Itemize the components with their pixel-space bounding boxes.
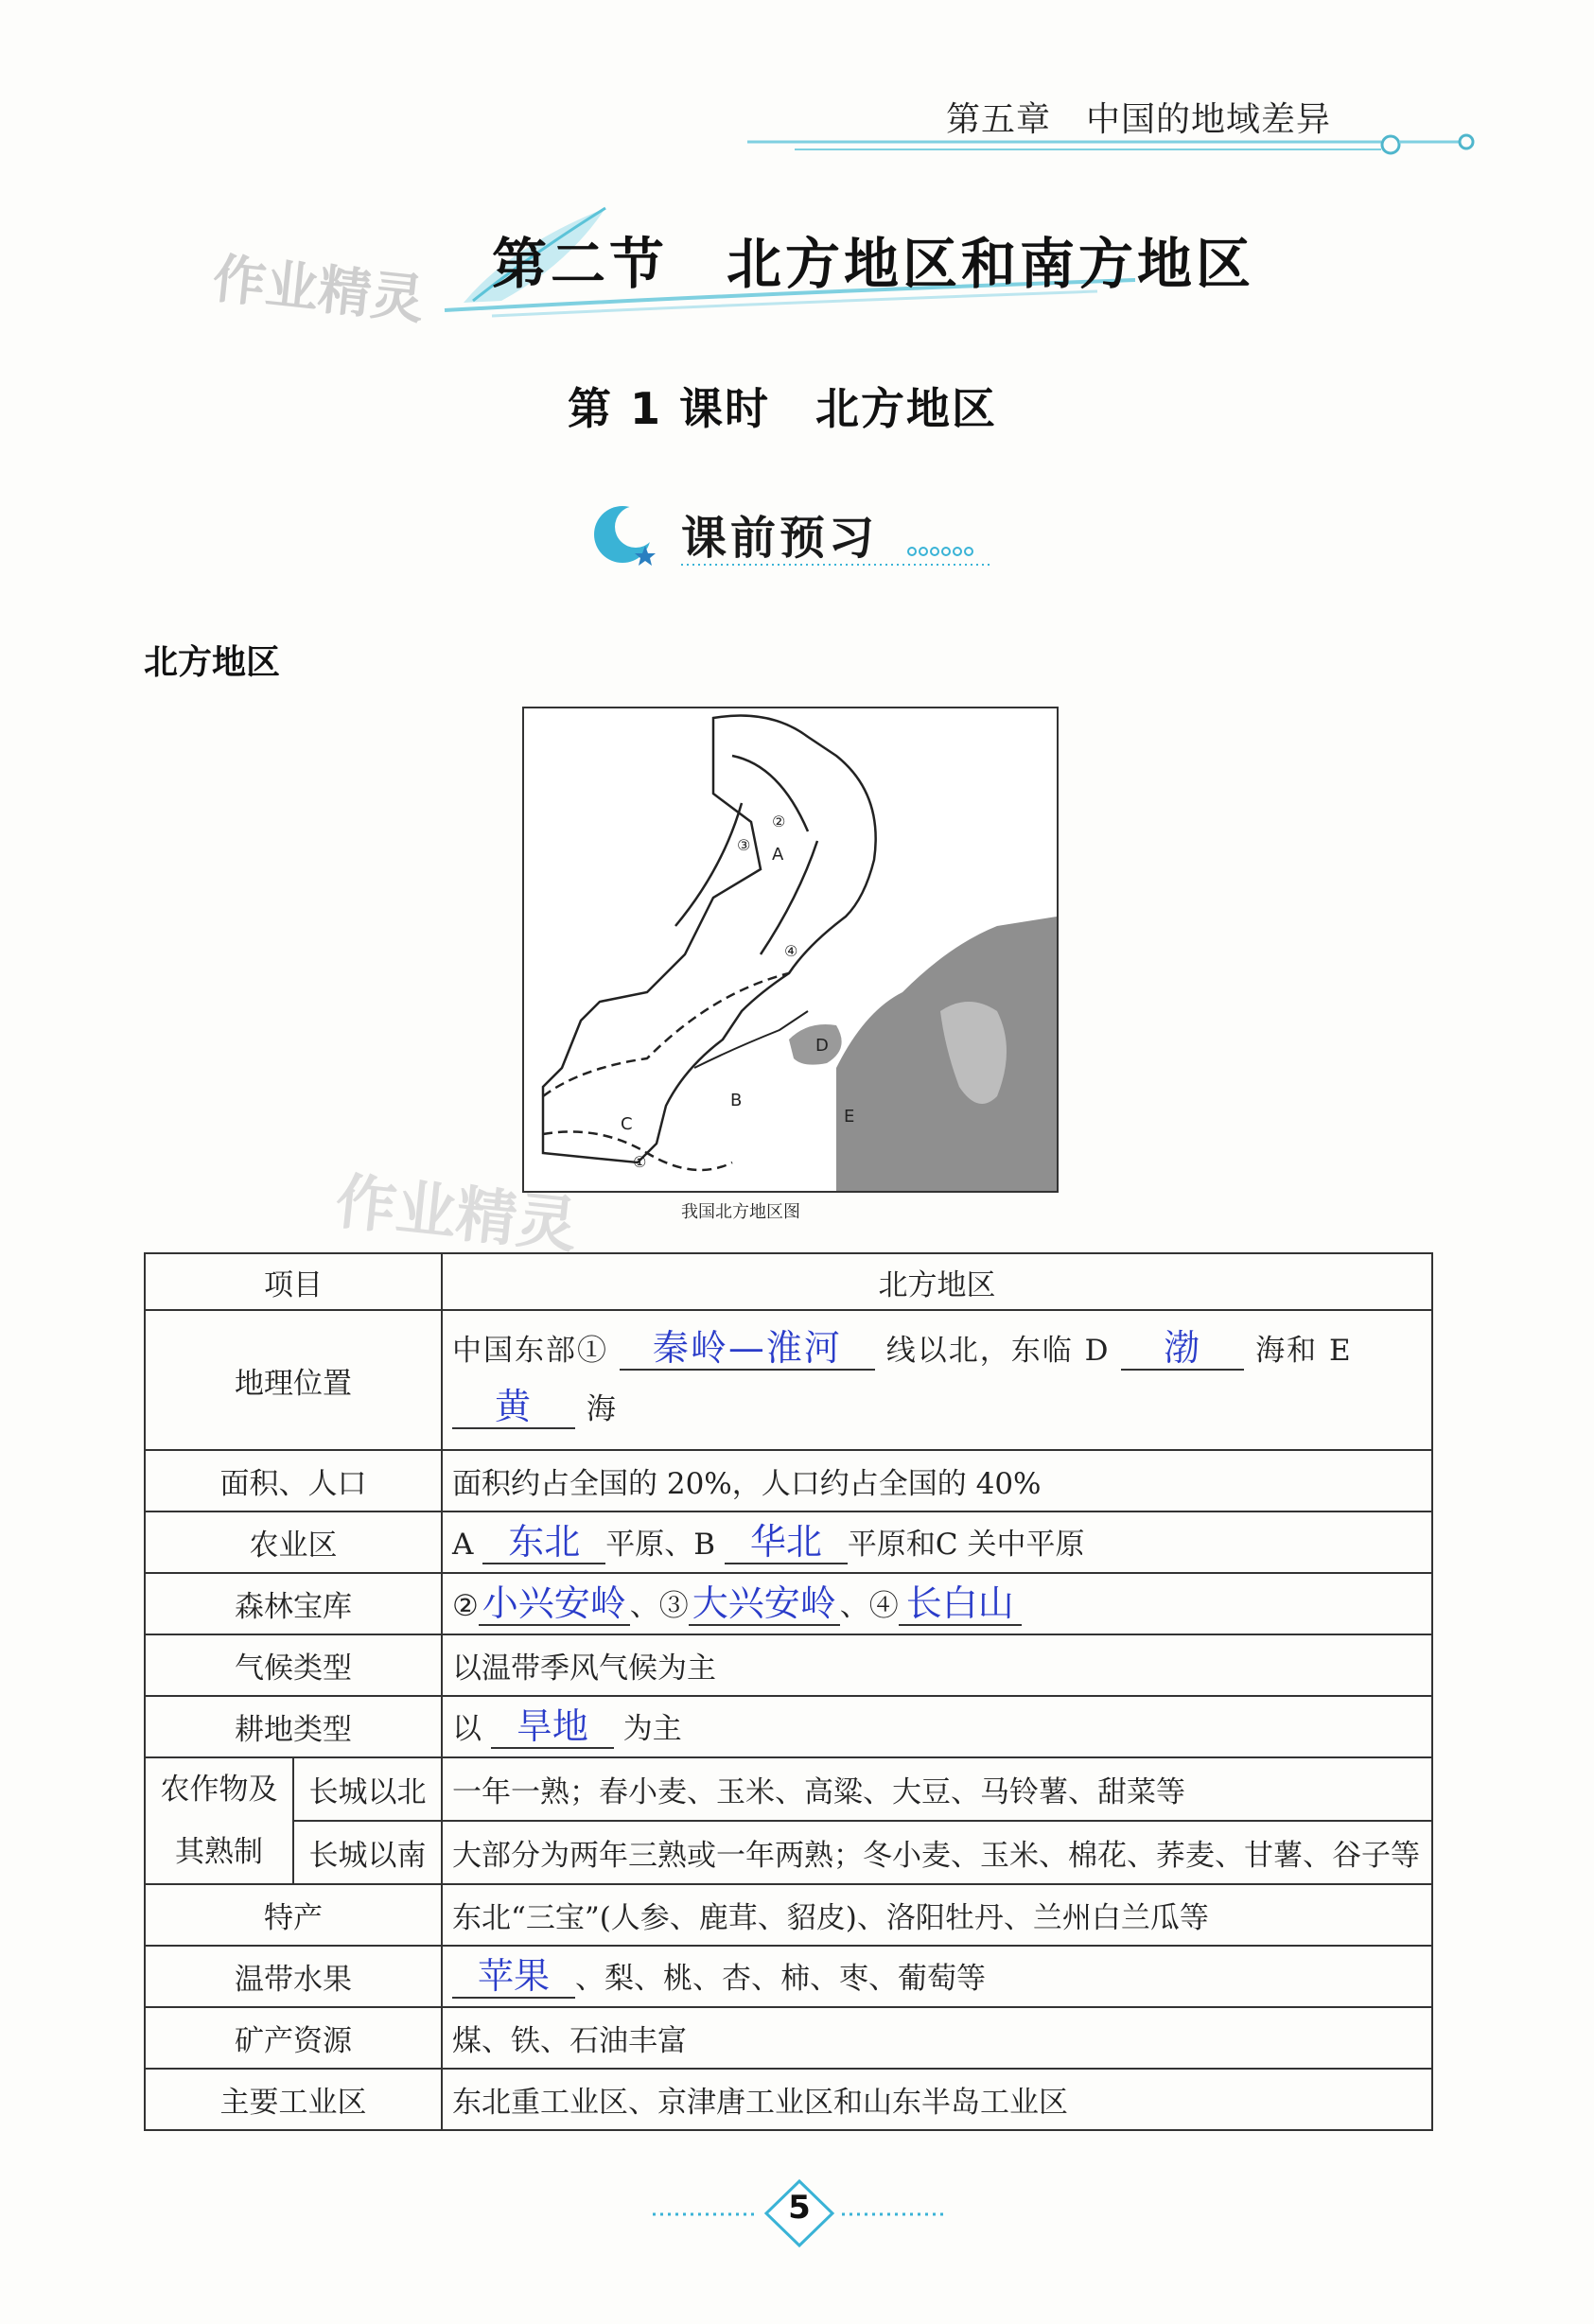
text-fragment: A (452, 1528, 474, 1563)
handwritten-answer: 大兴安岭 (692, 1582, 836, 1625)
table-row-specialty (145, 1884, 1432, 1946)
handwritten-answer: 华北 (749, 1521, 822, 1564)
map-label-4: ④ (784, 942, 798, 960)
table-row-fruit (145, 1946, 1432, 2007)
text-fragment: 中国东部① (452, 1334, 608, 1368)
map-label-D: D (815, 1036, 829, 1056)
table-row-crops-south (145, 1821, 1432, 1884)
row-label: 矿产资源 (145, 2007, 442, 2069)
handwritten-answer: 小兴安岭 (482, 1582, 626, 1625)
region-heading: 北方地区 (144, 643, 281, 682)
map-label-E: E (844, 1107, 855, 1127)
row-value (442, 1573, 1432, 1634)
answer-blank[interactable] (491, 1707, 614, 1749)
table-header-region: 北方地区 (442, 1253, 1432, 1310)
handwritten-answer: 旱地 (516, 1705, 588, 1748)
text-fragment: 、④ (839, 1589, 899, 1624)
row-sublabel: 长城以南 (293, 1821, 442, 1884)
chapter-header: 第五章 中国的地域差异 (946, 100, 1332, 139)
north-region-map (522, 707, 1059, 1193)
answer-blank[interactable] (689, 1584, 840, 1626)
table-row-mineral (145, 2007, 1432, 2069)
row-label: 特产 (145, 1884, 442, 1946)
map-label-2: ② (772, 813, 786, 830)
row-value (442, 1310, 1432, 1450)
text-fragment: 为主 (622, 1712, 682, 1747)
row-value (442, 1511, 1432, 1573)
text-fragment: ② (452, 1589, 479, 1624)
table-row-industry (145, 2069, 1432, 2130)
row-label: 森林宝库 (145, 1573, 442, 1634)
row-label: 面积、人口 (145, 1450, 442, 1511)
text-fragment: 海和 E (1255, 1334, 1353, 1368)
row-value: 东北“三宝”(人参、鹿茸、貂皮)、洛阳牡丹、兰州白兰瓜等 (442, 1884, 1432, 1946)
handwritten-answer: 渤 (1164, 1327, 1202, 1369)
table-header-item: 项目 (145, 1253, 442, 1310)
row-label: 地理位置 (145, 1310, 442, 1450)
map-label-1: ① (633, 1153, 647, 1171)
handwritten-answer: 黄 (494, 1386, 533, 1427)
map-mountain-range-4 (761, 841, 817, 954)
row-value (442, 1696, 1432, 1757)
map-label-B: B (730, 1091, 743, 1110)
map-label-3: ③ (737, 836, 751, 854)
table-row-location (145, 1310, 1432, 1450)
row-value: 煤、铁、石油丰富 (442, 2007, 1432, 2069)
region-info-table (144, 1252, 1433, 2131)
handwritten-answer: 苹果 (477, 1955, 550, 1998)
map-outline (543, 716, 876, 1163)
row-value: 面积约占全国的 20%，人口约占全国的 40% (442, 1450, 1432, 1511)
answer-blank[interactable] (1121, 1329, 1244, 1371)
page-number: 5 (788, 2189, 811, 2227)
map-mountain-range-2 (732, 756, 808, 831)
watermark: 作业精灵 (332, 1166, 581, 1263)
map-sea-east (836, 917, 1057, 1191)
row-value: 大部分为两年三熟或一年两熟；冬小麦、玉米、棉花、荞麦、甘薯、谷子等 (442, 1821, 1432, 1884)
table-row-forest (145, 1573, 1432, 1634)
text-fragment: 其熟制 (175, 1835, 263, 1869)
lesson-title: 第 1 课时 北方地区 (568, 383, 998, 434)
table-row-area (145, 1450, 1432, 1511)
map-boundary-dashed (543, 973, 789, 1096)
answer-blank[interactable] (620, 1329, 875, 1371)
section-title: 第二节 北方地区和南方地区 (492, 232, 1255, 296)
handwritten-answer: 秦岭—淮河 (652, 1327, 842, 1369)
row-label: 主要工业区 (145, 2069, 442, 2130)
row-label-crops (145, 1757, 293, 1884)
map-label-A: A (772, 845, 784, 865)
table-row-agri (145, 1511, 1432, 1573)
watermark: 作业精灵 (209, 248, 428, 332)
answer-blank[interactable] (725, 1523, 848, 1564)
row-value: 一年一熟；春小麦、玉米、高粱、大豆、马铃薯、甜菜等 (442, 1757, 1432, 1821)
answer-blank[interactable] (482, 1523, 605, 1564)
row-label: 气候类型 (145, 1634, 442, 1696)
handwritten-answer: 东北 (508, 1521, 581, 1564)
row-value (442, 1946, 1432, 2007)
row-label: 农业区 (145, 1511, 442, 1573)
text-fragment: 、梨、桃、杏、柿、枣、葡萄等 (575, 1962, 986, 1997)
answer-blank[interactable] (452, 1957, 575, 1999)
preview-label: 课前预习 (681, 512, 879, 565)
row-value: 东北重工业区、京津唐工业区和山东半岛工业区 (442, 2069, 1432, 2130)
answer-blank[interactable] (452, 1388, 575, 1429)
table-row-farmland (145, 1696, 1432, 1757)
table-header-row (145, 1253, 1432, 1310)
map-caption: 我国北方地区图 (681, 1202, 800, 1222)
row-value: 以温带季风气候为主 (442, 1634, 1432, 1696)
row-label: 温带水果 (145, 1946, 442, 2007)
text-fragment: 海 (586, 1392, 618, 1426)
map-label-C: C (621, 1114, 633, 1134)
row-sublabel: 长城以北 (293, 1757, 442, 1821)
handwritten-answer: 长白山 (905, 1582, 1014, 1625)
text-fragment: 平原和C 关中平原 (847, 1528, 1085, 1563)
text-fragment: 以 (452, 1712, 482, 1747)
row-label: 耕地类型 (145, 1696, 442, 1757)
text-fragment: 平原、B (605, 1528, 716, 1563)
text-fragment: 、③ (629, 1589, 689, 1624)
answer-blank[interactable] (479, 1584, 630, 1626)
table-row-crops-north (145, 1757, 1432, 1821)
text-fragment: 线以北，东临 D (885, 1334, 1111, 1368)
answer-blank[interactable] (899, 1584, 1022, 1626)
text-fragment: 农作物及 (160, 1773, 278, 1807)
table-row-climate (145, 1634, 1432, 1696)
